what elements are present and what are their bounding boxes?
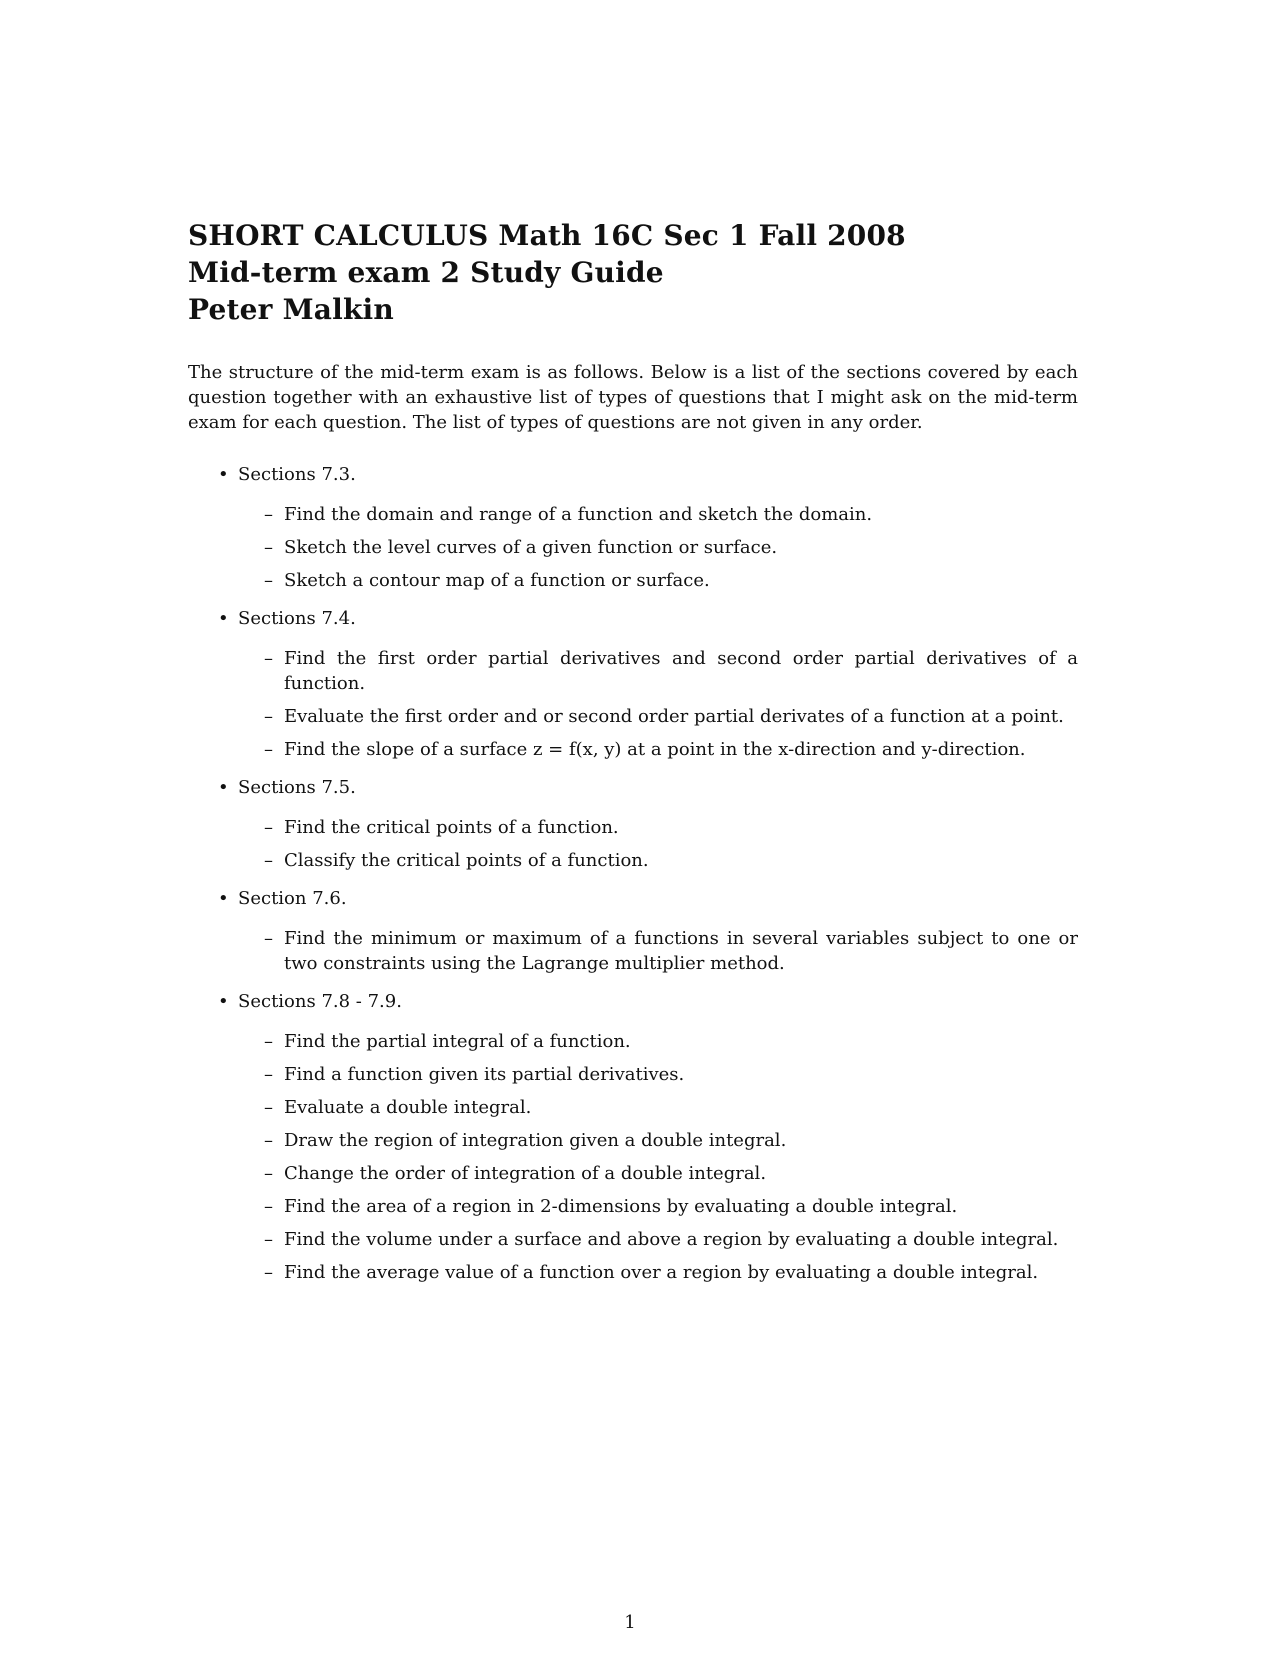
question-type-text: Sketch a contour map of a function or surface. [284,570,710,591]
question-type-text: Find the minimum or maximum of a functions in several variables subject to one or two constraints using the Lagrange multiplier method. [284,928,1078,974]
section-heading [188,462,1078,487]
dash-icon: – [264,739,273,760]
section-title: Sections 7.8 - 7.9. [238,991,402,1012]
question-type-text: Change the order of integration of a double integral. [284,1163,767,1184]
dash-icon: – [264,706,273,727]
question-type-item [188,502,1078,527]
bullet-icon: • [218,777,229,798]
dash-icon: – [264,648,273,669]
question-type-item [188,704,1078,729]
bullet-icon: • [218,888,229,909]
document-header [188,217,1108,328]
question-type-text: Find the volume under a surface and above a region by evaluating a double integral. [284,1229,1059,1250]
dash-icon: – [264,504,273,525]
question-type-text: Classify the critical points of a function. [284,850,649,871]
question-type-list [188,1029,1078,1285]
question-type-text: Find the critical points of a function. [284,817,619,838]
dash-icon: – [264,1229,273,1250]
question-type-text: Find the area of a region in 2-dimensions by evaluating a double integral. [284,1196,958,1217]
section-heading [188,775,1078,800]
page-number: 1 [624,1612,636,1633]
dash-icon: – [264,928,273,949]
question-type-item [188,535,1078,560]
section-title: Sections 7.5. [238,777,356,798]
question-type-item [188,1062,1078,1087]
dash-icon: – [264,1163,273,1184]
question-type-text: Find the average value of a function over a region by evaluating a double integral. [284,1262,1039,1283]
author-name: Peter Malkin [188,293,394,326]
question-type-item [188,1194,1078,1219]
bullet-icon: • [218,608,229,629]
question-type-item [188,646,1078,696]
question-type-list [188,502,1078,593]
question-type-item [188,1029,1078,1054]
question-type-item [188,568,1078,593]
question-type-text: Find the domain and range of a function and sketch the domain. [284,504,873,525]
dash-icon: – [264,1196,273,1217]
question-type-item [188,926,1078,976]
section-list [188,462,1078,1298]
section-heading [188,606,1078,631]
question-type-text: Sketch the level curves of a given function or surface. [284,537,778,558]
course-title: SHORT CALCULUS Math 16C Sec 1 Fall 2008 [188,219,906,252]
section-item [188,989,1078,1285]
question-type-text: Find a function given its partial derivatives. [284,1064,685,1085]
section-heading [188,886,1078,911]
section-item [188,775,1078,873]
dash-icon: – [264,850,273,871]
question-type-text: Find the partial integral of a function. [284,1031,631,1052]
question-type-item [188,1128,1078,1153]
section-title: Section 7.6. [238,888,347,909]
question-type-item [188,1227,1078,1252]
dash-icon: – [264,537,273,558]
question-type-list [188,646,1078,762]
bullet-icon: • [218,991,229,1012]
question-type-text: Evaluate the first order and or second order partial derivates of a function at a point. [284,706,1064,727]
question-type-text: Find the first order partial derivatives and second order partial derivatives of a function. [284,648,1078,694]
question-type-text: Draw the region of integration given a double integral. [284,1130,787,1151]
dash-icon: – [264,1097,273,1118]
dash-icon: – [264,1031,273,1052]
question-type-item [188,815,1078,840]
question-type-item [188,848,1078,873]
question-type-text: Evaluate a double integral. [284,1097,532,1118]
section-title: Sections 7.3. [238,464,356,485]
question-type-list [188,926,1078,976]
question-type-item [188,1161,1078,1186]
question-type-item [188,1260,1078,1285]
question-type-item [188,737,1078,762]
question-type-text: Find the slope of a surface z = f(x, y) at a point in the x-direction and y-direction. [284,739,1026,760]
dash-icon: – [264,1064,273,1085]
section-item [188,462,1078,593]
question-type-list [188,815,1078,873]
section-item [188,606,1078,762]
bullet-icon: • [218,464,229,485]
document-title: Mid-term exam 2 Study Guide [188,256,664,289]
question-type-item [188,1095,1078,1120]
dash-icon: – [264,570,273,591]
section-title: Sections 7.4. [238,608,356,629]
dash-icon: – [264,817,273,838]
intro-paragraph: The structure of the mid-term exam is as follows. Below is a list of the sections covered by each question together with an exhaustive list of types of questions that I might ask on the mid-term exam for each question. The list of types of questions are not given in any order. [188,362,1078,433]
dash-icon: – [264,1262,273,1283]
section-item [188,886,1078,976]
dash-icon: – [264,1130,273,1151]
section-heading [188,989,1078,1014]
